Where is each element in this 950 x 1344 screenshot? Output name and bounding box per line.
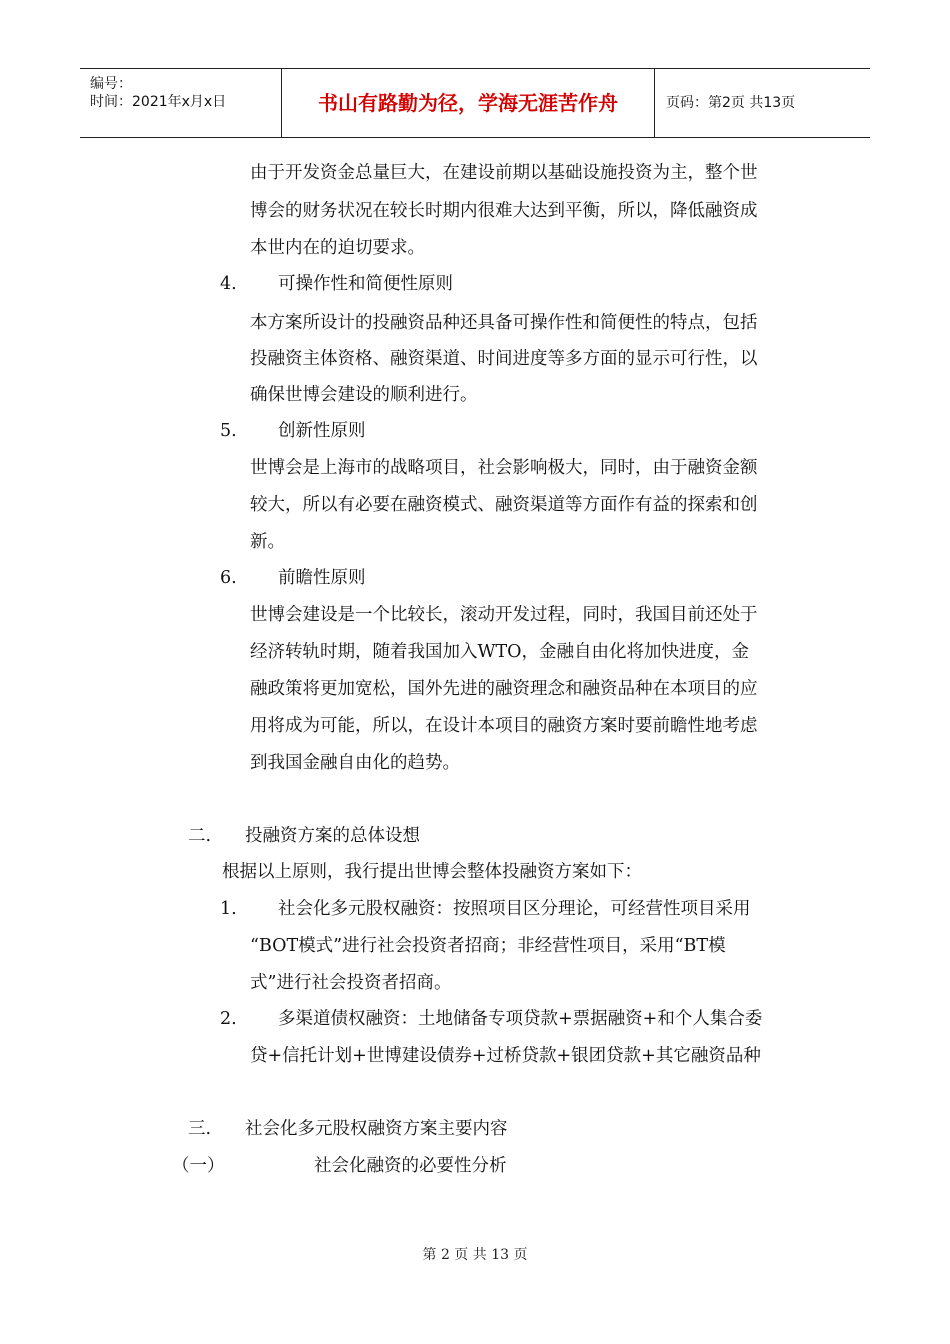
paragraph-line: 确保世博会建设的顺利进行。 — [250, 385, 478, 405]
item-number: 2. — [220, 1009, 237, 1029]
paragraph-line: 融政策将更加宽松，国外先进的融资理念和融资品种在本项目的应 — [250, 679, 758, 699]
item-heading: 可操作性和简便性原则 — [278, 274, 453, 294]
section-intro: 根据以上原则，我行提出世博会整体投融资方案如下： — [222, 862, 642, 882]
paragraph-line: 经济转轨时期，随着我国加入WTO，金融自由化将加快进度，金 — [250, 642, 750, 662]
header-page-info: 页码：第2页 共13页 — [666, 95, 796, 111]
paragraph-line: 投融资主体资格、融资渠道、时间进度等多方面的显示可行性，以 — [250, 349, 758, 369]
item-number: 1. — [220, 899, 237, 919]
section-number: 三. — [188, 1119, 212, 1139]
section-number: 二. — [188, 826, 212, 846]
page-footer: 第 2 页 共 13 页 — [422, 1247, 528, 1263]
item-number: 4. — [220, 274, 237, 294]
paragraph-line: 世博会是上海市的战略项目，社会影响极大，同时，由于融资金额 — [250, 458, 758, 478]
paragraph-line: 用将成为可能，所以，在设计本项目的融资方案时要前瞻性地考虑 — [250, 716, 758, 736]
paragraph-line: 本方案所设计的投融资品种还具备可操作性和简便性的特点，包括 — [250, 313, 758, 333]
item-heading: 创新性原则 — [278, 421, 366, 441]
paragraph-line: 贷+信托计划+世博建设债券+过桥贷款+银团贷款+其它融资品种 — [250, 1046, 761, 1066]
subsection-number: （一） — [172, 1156, 225, 1176]
paragraph-line: 较大，所以有必要在融资模式、融资渠道等方面作有益的探索和创 — [250, 495, 758, 515]
paragraph-line: 式”进行社会投资者招商。 — [250, 973, 452, 993]
paragraph-line: 到我国金融自由化的趋势。 — [250, 753, 460, 773]
section-heading: 投融资方案的总体设想 — [245, 826, 420, 846]
item-heading: 前瞻性原则 — [278, 568, 366, 588]
paragraph-line: 本世内在的迫切要求。 — [250, 238, 425, 258]
header-meta-cell — [80, 69, 282, 137]
paragraph-line: 多渠道债权融资：土地储备专项贷款+票据融资+和个人集合委 — [278, 1009, 763, 1029]
item-number: 6. — [220, 568, 237, 588]
date-label: 时间：2021年x月x日 — [90, 94, 227, 110]
code-label: 编号： — [90, 76, 132, 92]
paragraph-line: 社会化多元股权融资：按照项目区分理论，可经营性项目采用 — [278, 899, 751, 919]
header-motto: 书山有路勤为径，学海无涯苦作舟 — [282, 69, 655, 137]
paragraph-line: 新。 — [250, 532, 285, 552]
paragraph-line: 世博会建设是一个比较长，滚动开发过程，同时，我国目前还处于 — [250, 605, 758, 625]
section-heading: 社会化多元股权融资方案主要内容 — [245, 1119, 508, 1139]
page-header — [80, 68, 870, 138]
subsection-heading: 社会化融资的必要性分析 — [314, 1156, 507, 1176]
paragraph-line: 博会的财务状况在较长时期内很难大达到平衡，所以，降低融资成 — [250, 201, 758, 221]
paragraph-line: 由于开发资金总量巨大，在建设前期以基础设施投资为主，整个世 — [250, 163, 758, 183]
item-number: 5. — [220, 421, 237, 441]
paragraph-line: “BOT模式”进行社会投资者招商；非经营性项目，采用“BT模 — [250, 936, 726, 956]
